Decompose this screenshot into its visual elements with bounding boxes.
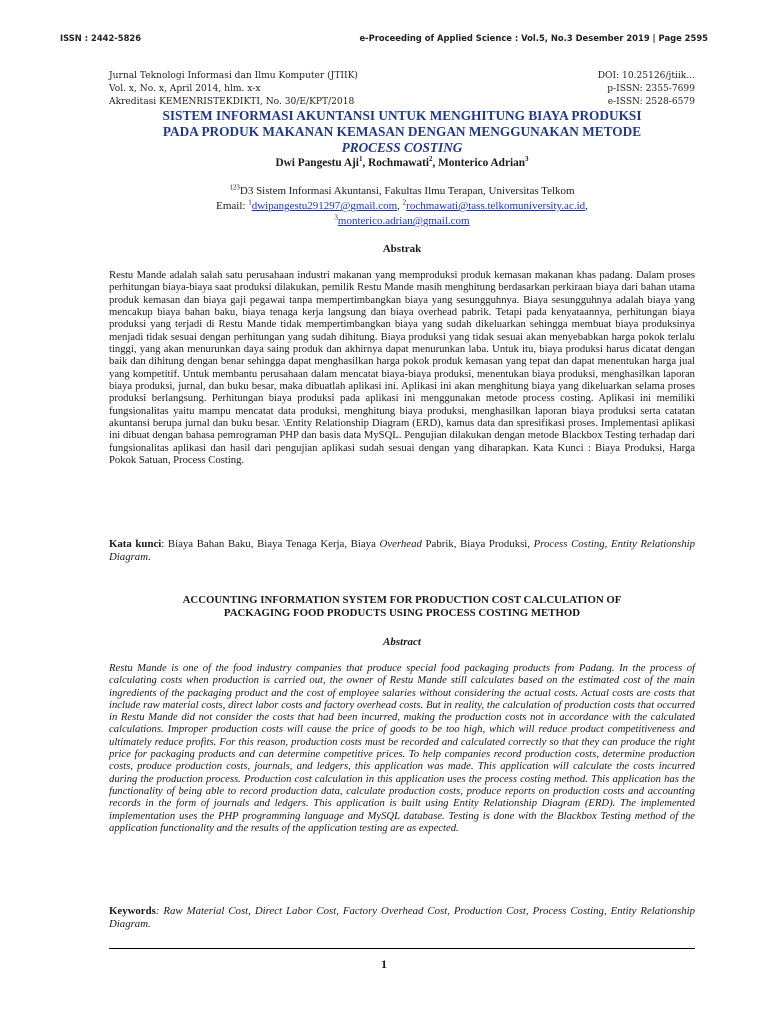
author-sep-2: ,: [432, 157, 439, 169]
kata-kunci-b: Overhead: [379, 538, 422, 550]
journal-eissn: e-ISSN: 2528-6579: [607, 97, 695, 107]
author-list: [109, 157, 695, 169]
english-title-line-1: ACCOUNTING INFORMATION SYSTEM FOR PRODUCTION COST CALCULATION OF: [182, 594, 622, 606]
affiliation-block: [109, 184, 695, 229]
title-line-1: SISTEM INFORMASI AKUNTANSI UNTUK MENGHITUNG BIAYA PRODUKSI: [162, 108, 642, 123]
author-3-sup: 3: [525, 155, 529, 164]
kata-kunci-d: Process Costing, Entity Relationship Diagram: [109, 538, 696, 563]
kata-kunci-a: : Biaya Bahan Baku, Biaya Tenaga Kerja, Biaya: [161, 538, 380, 550]
paper-title: [109, 108, 695, 156]
journal-doi: DOI: 10.25126/jtiik...: [597, 71, 695, 81]
title-line-2: PADA PRODUK MAKANAN KEMASAN DENGAN MENGGUNAKAN METODE: [162, 124, 642, 139]
keywords-line: [109, 905, 695, 931]
abstract-body: Restu Mande is one of the food industry companies that produce special food packaging products from Padang. In the process of calculating costs when production is carried out, the owner of Restu Mande still calculates based on the estimated cost of the main ingredients of the packaging product and the cost of employee salaries without considering the actual costs. Actual costs are costs that include raw material costs, direct labor costs and factory overhead costs. But in reality, the calculation of production costs that occurred in Restu Mande did not consider the costs that had been incurred, making the production costs not in accordance with the calculated calculations. Improper production costs will cause the price of goods to be too high, which will reduce product competitiveness and ultimately reduce profits. For this reason, production costs must be recorded and calculated correctly so that they can produce the right price for packaging products and can determine competitive prices. To help companies record production costs, determine production costs, produce production costs, journals, and ledgers, this application was made. This application will calculate the costs incurred during the production process. Production cost calculation in this application uses the process costing method. This application has the functionality of being able to record production data, calculate production costs, produce reports on production costs and accounting records in the form of journals and ledgers. This application is built using Entity Relationship Diagram (ERD). The implemented implementation uses the PHP programming language and MySQL database. Testing is done with the Blackbox Testing method of the application functionality and the results of the application testing are as expected.: [109, 663, 695, 834]
kata-kunci-e: .: [148, 551, 151, 563]
page-number: 1: [381, 957, 387, 971]
journal-accreditation: Akreditasi KEMENRISTEKDIKTI, No. 30/E/KPT/2018: [109, 97, 355, 107]
email-2-sup: 2: [402, 198, 407, 207]
title-line-3: PROCESS COSTING: [341, 140, 463, 155]
keywords-text: : Raw Material Cost, Direct Labor Cost, Factory Overhead Cost, Production Cost, Process Costing, Entity Relationship Diagram.: [109, 905, 695, 930]
author-2-sup: 2: [428, 155, 433, 164]
journal-volume: Vol. x, No. x, April 2014, hlm. x-x: [109, 84, 261, 94]
issn-label: ISSN : 2442-5826: [60, 33, 142, 43]
author-1: Dwi Pangestu Aji: [275, 157, 359, 169]
kata-kunci-label: Kata kunci: [109, 538, 162, 550]
email-link-2[interactable]: rochmawati@tass.telkomuniversity.ac.id: [406, 200, 586, 212]
email-1-sup: 1: [248, 198, 252, 207]
affiliation-sup: 123: [229, 183, 240, 192]
kata-kunci-line: [109, 538, 695, 564]
proceeding-label: e-Proceeding of Applied Science : Vol.5, No.3 Desember 2019 | Page 2595: [359, 33, 708, 43]
email-comma-1: ,: [397, 200, 403, 212]
email-comma-2: ,: [585, 200, 588, 212]
email-3-sup: 3: [334, 213, 338, 222]
running-header: [60, 33, 708, 47]
footer-rule: [109, 948, 695, 949]
journal-name: Jurnal Teknologi Informasi dan Ilmu Komputer (JTIIK): [109, 71, 358, 81]
journal-header: [109, 70, 695, 109]
author-3: Monterico Adrian: [438, 157, 526, 169]
kata-kunci-c: Pabrik, Biaya Produksi,: [421, 538, 534, 550]
email-link-1[interactable]: dwipangestu291297@gmail.com: [251, 200, 398, 212]
keywords-label: Keywords: [109, 905, 156, 917]
english-title: [109, 594, 695, 620]
journal-pissn: p-ISSN: 2355-7699: [607, 84, 695, 94]
abstract-heading: Abstract: [383, 636, 421, 648]
email-label: Email:: [216, 200, 249, 212]
author-1-sup: 1: [358, 155, 363, 164]
english-title-line-2: PACKAGING FOOD PRODUCTS USING PROCESS COSTING METHOD: [223, 607, 581, 619]
author-2: Rochmawati: [368, 157, 429, 169]
author-sep-1: ,: [362, 157, 369, 169]
email-link-3[interactable]: monterico.adrian@gmail.com: [337, 215, 470, 227]
abstrak-heading: Abstrak: [382, 243, 422, 255]
abstrak-body: Restu Mande adalah salah satu perusahaan industri makanan yang memproduksi produk kemasan makanan khas padang. Dalam proses perhitungan biaya-biaya saat produksi dilakukan, pemilik Restu Mande masih menghitung berdasarkan perkiraan biaya dari bahan utama produk kemasan dan biaya gaji pegawai tanpa mempertimbangkan biaya yang sesungguhnya. Biaya sesungguhnya adalah biaya yang mencakup biaya bahan baku, biaya tenaga kerja langsung dan biaya overhead pabrik. Tetapi pada kenyataannya, perhitungan biaya produksi yang terjadi di Restu Mande tidak mempertimbangkan biaya yang sudah dikeluarkan sehingga membuat biaya produksinya menjadi tidak sesuai dengan perhitungan yang sudah dihitung. Biaya produksi yang tidak sesuai akan menyebabkan harga pokok terlalu tinggi, yang akan menurunkan daya saing produk dan akhirnya dapat menurunkan laba. Untuk itu, biaya produksi harus dicatat dengan baik dan dihitung dengan benar sehingga dapat menghasilkan harga pokok produk kemasan yang tepat dan dapat menentukan harga jual yang kompetitif. Untuk membantu perusahaan dalam mencatat biaya-biaya produksi, menentukan biaya produksi, menghasilkan laporan biaya produksi, jurnal, dan buku besar, maka dibuatlah aplikasi ini. Aplikasi ini akan menghitung biaya yang dikeluarkan selama proses produksi berlangsung. Perhitungan biaya produksi pada aplikasi ini menggunakan metode process costing. Aplikasi ini memiliki fungsionalitas yaitu mampu mencatat data produksi, menghitung biaya produksi, menghasilkan laporan biaya produksi serta catatan akuntansi berupa jurnal dan buku besar. \Entity Relationship Diagram (ERD), kamus data dan spresifikasi proses. Implementasi aplikasi ini dibuat dengan bahasa pemrograman PHP dan basis data MySQL. Pengujian dilakukan dengan metode Blackbox Testing terhadap dari fungsionalitas aplikasi dan hasil dari pengujian aplikasi sudah sesuai dengan yang diharapkan. Kata Kunci : Biaya Produksi, Harga Pokok Satuan, Process Costing.: [109, 270, 695, 467]
affiliation-text: D3 Sistem Informasi Akuntansi, Fakultas Ilmu Terapan, Universitas Telkom: [239, 185, 575, 197]
